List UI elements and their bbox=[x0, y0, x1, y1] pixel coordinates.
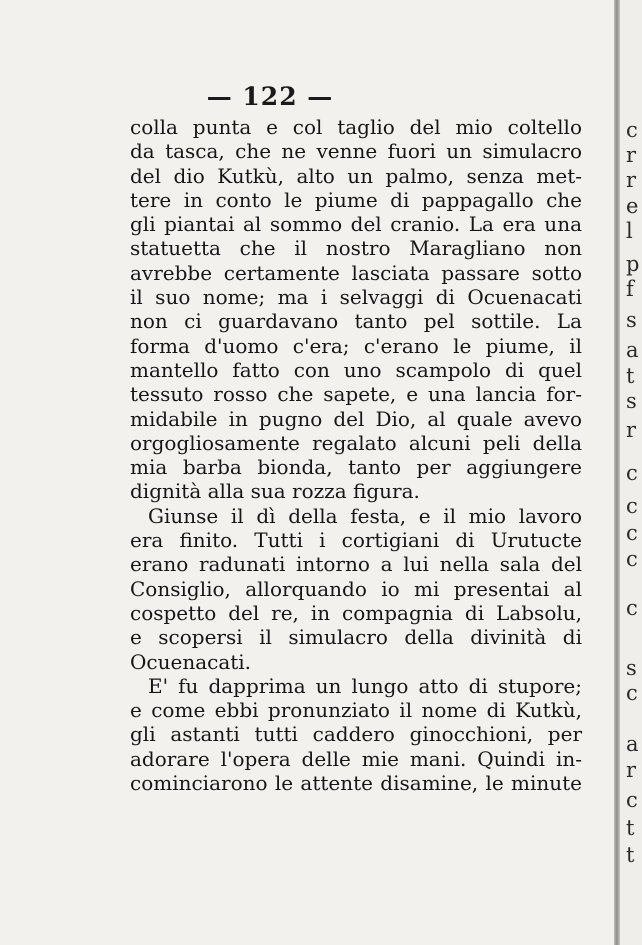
edge-glyph: c bbox=[626, 547, 638, 571]
edge-glyph: s bbox=[626, 656, 637, 680]
text-line: il suo nome; ma i selvaggi di Ocuenacati bbox=[130, 285, 582, 310]
page-number: — 122 — bbox=[206, 82, 334, 111]
text-line: mantello fatto con uno scampolo di quel bbox=[130, 357, 582, 382]
text-line: gli astanti tutti caddero ginocchioni, per bbox=[130, 722, 582, 747]
edge-glyph: c bbox=[626, 521, 638, 545]
text-line: e come ebbi pronunziato il nome di Kutkù, bbox=[130, 698, 582, 723]
edge-glyph: t bbox=[626, 816, 635, 840]
edge-glyph: c bbox=[626, 681, 638, 705]
text-line: Consiglio, allorquando io mi presentai al bbox=[130, 576, 582, 601]
text-line: del dio Kutkù, alto un palmo, senza met- bbox=[130, 163, 582, 188]
text-line: forma d'uomo c'era; c'erano le piume, il bbox=[130, 333, 582, 358]
text-line: mia barba bionda, tanto per aggiungere bbox=[130, 455, 582, 480]
edge-glyph: t bbox=[626, 843, 635, 867]
edge-glyph: t bbox=[626, 364, 635, 388]
text-line-paragraph-start: E' fu dapprima un lungo atto di stupore; bbox=[148, 673, 582, 698]
text-line: orgogliosamente regalato alcuni peli della bbox=[130, 430, 582, 455]
text-line: avrebbe certamente lasciata passare sotto bbox=[130, 260, 582, 285]
text-line: era finito. Tutti i cortigiani di Urutucte bbox=[130, 528, 582, 553]
text-line: statuetta che il nostro Maragliano non bbox=[130, 236, 582, 261]
edge-glyph: c bbox=[626, 494, 638, 518]
text-line: cospetto del re, in compagnia di Labsolu, bbox=[130, 600, 582, 625]
edge-glyph: c bbox=[626, 118, 638, 142]
text-line: Ocuenacati. bbox=[130, 649, 252, 674]
text-line: da tasca, che ne venne fuori un simulacro bbox=[130, 139, 582, 164]
adjacent-page-edge bbox=[620, 0, 642, 945]
text-line: e scopersi il simulacro della divinità di bbox=[130, 625, 582, 650]
edge-glyph: c bbox=[626, 461, 638, 485]
text-line: dignità alla sua rozza figura. bbox=[130, 479, 420, 504]
edge-glyph: r bbox=[626, 758, 637, 782]
edge-glyph: a bbox=[626, 732, 639, 756]
edge-glyph: f bbox=[626, 277, 634, 301]
text-line: colla punta e col taglio del mio coltello bbox=[130, 115, 582, 139]
edge-glyph: r bbox=[626, 418, 637, 442]
edge-glyph: a bbox=[626, 338, 639, 362]
edge-glyph: c bbox=[626, 596, 638, 620]
text-line: tere in conto le piume di pappagallo che bbox=[130, 187, 582, 212]
edge-glyph: l bbox=[626, 219, 633, 243]
text-line: non ci guardavano tanto pel sottile. La bbox=[130, 309, 582, 334]
text-line: gli piantai al sommo del cranio. La era una bbox=[130, 212, 582, 237]
edge-glyph: e bbox=[626, 194, 639, 218]
text-line: erano radunati intorno a lui nella sala del bbox=[130, 552, 582, 577]
text-line: cominciarono le attente disamine, le minute bbox=[130, 771, 582, 796]
text-line: tessuto rosso che sapete, e una lancia for- bbox=[130, 382, 582, 407]
edge-glyph: c bbox=[626, 788, 638, 812]
edge-glyph: p bbox=[626, 252, 640, 276]
edge-glyph: r bbox=[626, 143, 637, 167]
edge-glyph: r bbox=[626, 168, 637, 192]
edge-glyph: s bbox=[626, 389, 637, 413]
text-line-paragraph-start: Giunse il dì della festa, e il mio lavoro bbox=[148, 503, 582, 528]
text-line: midabile in pugno del Dio, al quale avevo bbox=[130, 406, 582, 431]
text-line: adorare l'opera delle mie mani. Quindi in- bbox=[130, 746, 582, 771]
edge-glyph: s bbox=[626, 308, 637, 332]
body-text bbox=[130, 115, 582, 795]
